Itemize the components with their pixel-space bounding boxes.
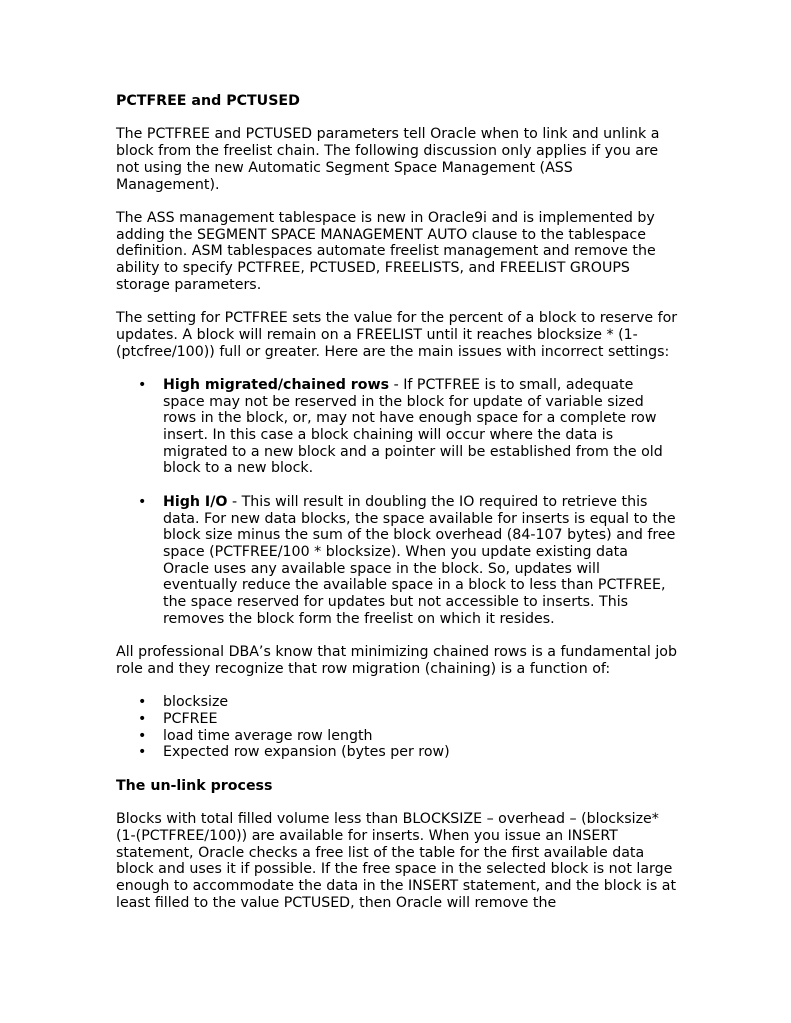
ass-management-paragraph: The ASS management tablespace is new in Oracle9i and is implemented by adding the SEGMENT SPACE MANAGEMENT AUTO clause to the tablespace definition. ASM tablespaces automate freelist management and remove the ability to specify PCTFREE, PCTUSED, FREELISTS, and FREELIST GROUPS storage parameters.	[116, 209, 656, 293]
unlink-paragraph: Blocks with total filled volume less than BLOCKSIZE – overhead – (blocksize*(1-(PCTFREE/100)) are available for inserts. When you issue an INSERT statement, Oracle checks a free list of the table for the first available data block and uses it if possible. If the free space in the selected block is not large enough to accommodate the data in the INSERT statement, and the block is at least filled to the value PCTUSED, then Oracle will remove the	[116, 811, 677, 911]
list-item	[116, 494, 678, 628]
list-item	[116, 744, 678, 761]
issues-list	[116, 377, 678, 628]
bullet-icon: •	[138, 493, 147, 510]
list-item	[116, 377, 678, 477]
issue-text: - If PCTFREE is to small, adequate space may not be reserved in the block for update of variable sized rows in the block, or, may not have enough space for a complete row insert. In this case a block chaining will occur where the data is migrated to a new block and a pointer will be established from the old block to a new block.	[163, 376, 663, 477]
list-item	[116, 694, 678, 711]
bullet-icon: •	[138, 727, 147, 744]
list-item	[116, 711, 678, 728]
section-heading-pctfree-pctused: PCTFREE and PCTUSED	[116, 93, 300, 109]
intro-paragraph: The PCTFREE and PCTUSED parameters tell Oracle when to link and unlink a block from the freelist chain. The following discussion only applies if you are not using the new Automatic Segment Space Management (ASS Management).	[116, 126, 660, 193]
chained-rows-paragraph: All professional DBA’s know that minimizing chained rows is a fundamental job role and they recognize that row migration (chaining) is a function of:	[116, 644, 677, 677]
factors-list	[116, 694, 678, 761]
section-heading-unlink-process: The un-link process	[116, 777, 273, 794]
document-page	[116, 93, 678, 911]
bullet-icon: •	[138, 694, 147, 711]
list-item	[116, 728, 678, 745]
bullet-icon: •	[138, 376, 147, 393]
issue-title: High migrated/chained rows	[163, 376, 390, 393]
factor-text: PCFREE	[163, 710, 218, 727]
factor-text: blocksize	[163, 694, 229, 711]
bullet-icon: •	[138, 710, 147, 727]
issue-text: - This will result in doubling the IO required to retrieve this data. For new data blocks, the space available for inserts is equal to the block size minus the sum of the block overhead (84-107 bytes) and free space (PCTFREE/100 * blocksize). When you update existing data Oracle uses any available space in the block. So, updates will eventually reduce the available space in a block to less than PCTFREE, the space reserved for updates but not accessible to inserts. This removes the block form the freelist on which it resides.	[163, 493, 676, 627]
factor-text: Expected row expansion (bytes per row)	[163, 744, 450, 761]
issue-title: High I/O	[163, 493, 228, 510]
factor-text: load time average row length	[163, 727, 373, 744]
pctfree-setting-paragraph: The setting for PCTFREE sets the value for the percent of a block to reserve for updates. A block will remain on a FREELIST until it reaches blocksize * (1-(ptcfree/100)) full or greater. Here are the main issues with incorrect settings:	[116, 310, 678, 360]
bullet-icon: •	[138, 744, 147, 761]
